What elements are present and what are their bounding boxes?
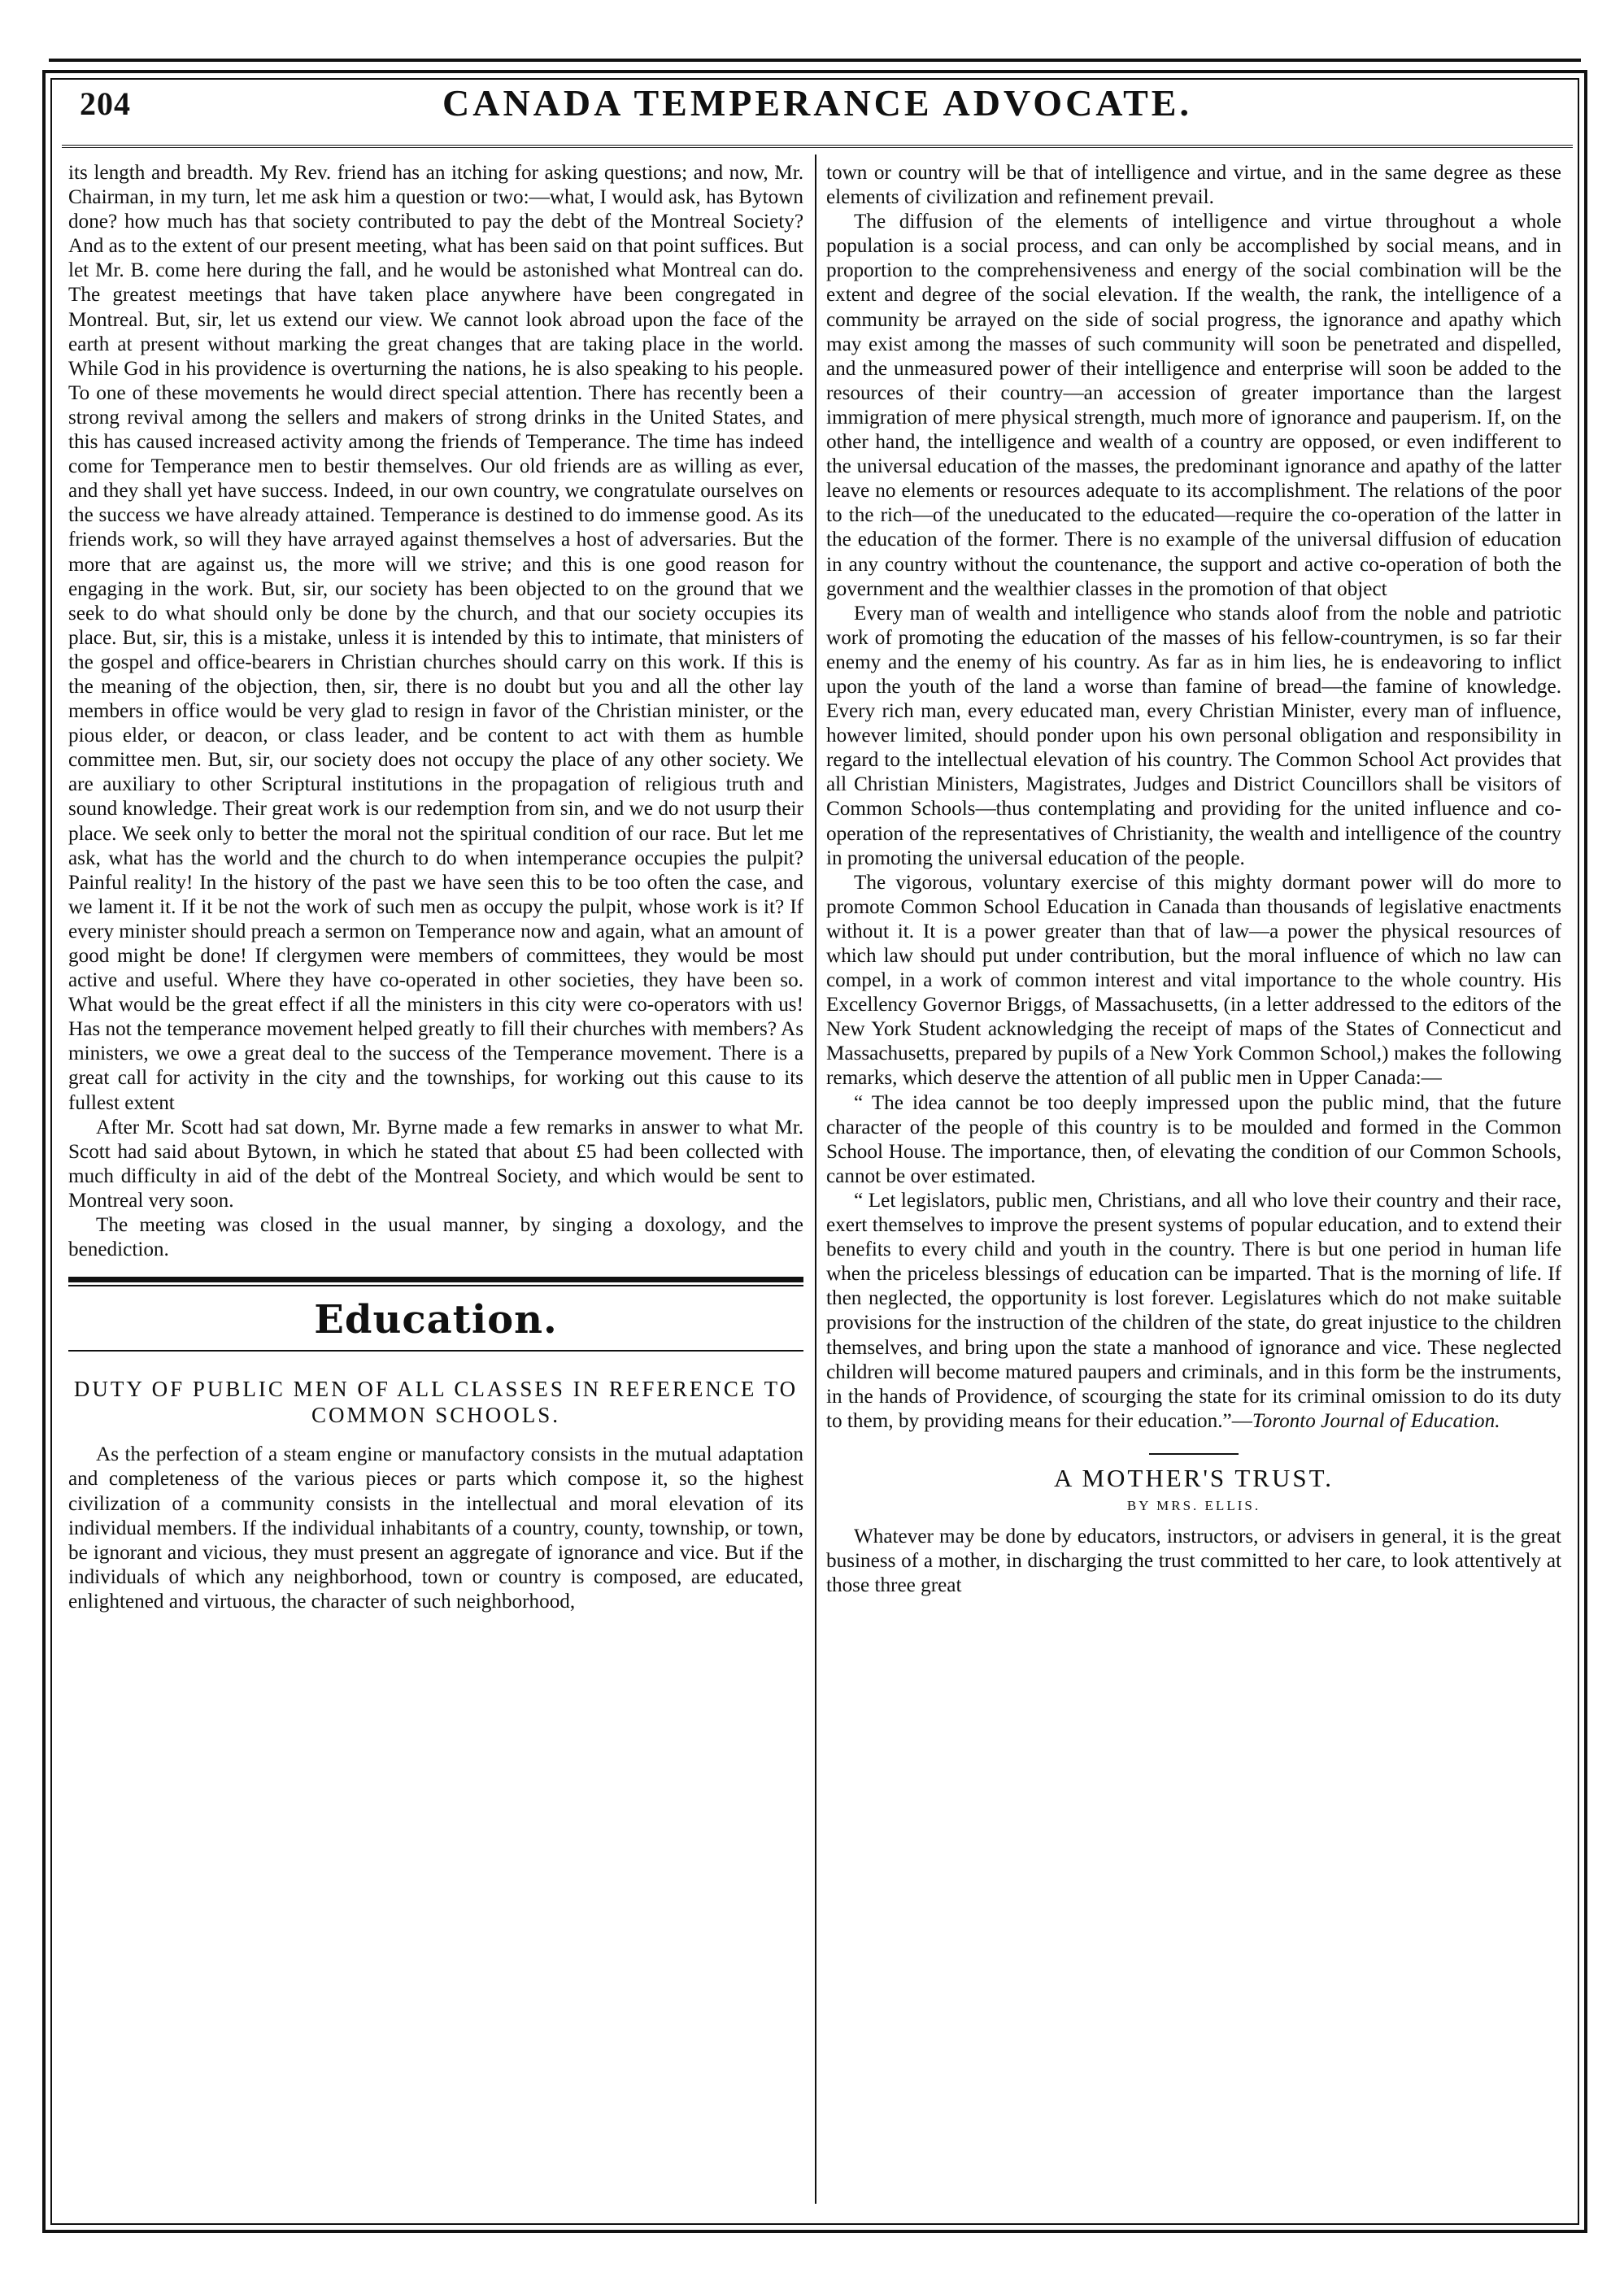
article-title: DUTY OF PUBLIC MEN OF ALL CLASSES IN REFERENCE TO COMMON SCHOOLS. xyxy=(73,1377,799,1428)
paragraph: After Mr. Scott had sat down, Mr. Byrne made a few remarks in answer to what Mr. Scott had said about Bytown, in which he stated that about £5 had been collected with much difficulty in aid of the debt of the Montreal Society, and which would be sent to Montreal very soon. xyxy=(68,1116,803,1212)
byline: BY MRS. ELLIS. xyxy=(1126,1497,1261,1513)
short-rule xyxy=(1149,1453,1239,1455)
quote-paragraph: “ The idea cannot be too deeply impressed upon the public mind, that the future character of the people of this country is to be moulded and formed in the Common School House. The importance, then, of elevating the condition of our Common Schools, cannot be over estimated. xyxy=(826,1091,1561,1187)
quote-paragraph xyxy=(826,1189,1561,1434)
paragraph: its length and breadth. My Rev. friend has an itching for asking questions; and now, Mr. Chairman, in my turn, let me ask him a question or two:—what, I would ask, has Bytown done? how much has that society contributed to pay the debt of the Montreal Society? And as to the extent of our present meeting, what has been said on that point suffices. But let Mr. B. come here during the fall, and he would be astonished what Montreal can do. The greatest meetings that have taken place anywhere have been congregated in Montreal. But, sir, let us extend our view. We cannot look abroad upon the face of the earth at present without marking the great changes that are taking place in the world. While God in his providence is overturning the nations, he is also speaking to his people. To one of these movements he would direct special attention. There has recently been a strong revival among the sellers and makers of strong drinks in the United States, and this has caused increased activity among the friends of Temperance. The time has indeed come for Temperance men to bestir themselves. Our old friends are as willing as ever, and they shall yet have success. Indeed, in our own country, we congratulate ourselves on the success we have already attained. Temperance is destined to do immense good. As its friends work, so will they have arrayed against themselves a host of adversaries. But the more that are against us, the more will we strive; and this is one good reason for engaging in the work. But, sir, our society has been objected to on the ground that we seek to do what should only be done by the church, and that our society occupies its place. But, sir, this is a mistake, unless it is intended by this to intimate, that ministers of the gospel and office-bearers in Christian churches should carry on this work. If this is the meaning of the objection, then, sir, there is no doubt but you and all the other lay members in office would be very glad to resign in favor of the Christian minister, or the pious elder, or deacon, or class leader, and be content to act with them as humble committee men. But, sir, our society does not occupy the place of any other society. We are auxiliary to other Scriptural institutions in the propagation of religious truth and sound knowledge. Their great work is our redemption from sin, and we do not usurp their place. We seek only to better the moral not the spiritual condition of our race. But let me ask, what has the world and the church to do when intemperance occupies the pulpit? Painful reality! In the history of the past we have seen this to be too often the case, and we lament it. If it be not the work of such men as occupy the pulpit, whose work is it? If every minister should preach a sermon on Temperance now and again, what an amount of good might be done! If clergymen were members of committees, they would be most active and useful. Where they have co-operated in other societies, they have been so. What would be the great effect if all the ministers in this city were co-operators with us! Has not the temperance movement helped greatly to fill their churches with members? As ministers, we owe a great deal to the success of the Temperance movement. There is a great call for activity in the city and the townships, for working out this cause to its fullest extent xyxy=(68,162,803,1114)
section-subrule xyxy=(68,1350,803,1352)
paragraph: Whatever may be done by educators, instructors, or advisers in general, it is the great business of a mother, in discharging the trust committed to her care, to look attentively at those three great xyxy=(826,1526,1561,1597)
top-rule xyxy=(49,59,1581,62)
paragraph: The meeting was closed in the usual manner, by singing a doxology, and the benediction. xyxy=(68,1214,803,1261)
paragraph: The vigorous, voluntary exercise of this mighty dormant power will do more to promote Common School Education in Canada than thousands of legislative enactments without it. It is a power greater than that of law—a power the physical resources of which law should put under contribution, but the moral influence of which no law can compel, in a work of common interest and vital importance to the whole country. His Excellency Governor Briggs, of Massachusetts, (in a letter addressed to the editors of the New York Student acknowledging the receipt of maps of the States of Connecticut and Massachusetts, prepared by pupils of a New York Common School,) makes the following remarks, which deserve the attention of all public men in Upper Canada:— xyxy=(826,871,1561,1090)
quote-source: Toronto Journal of Education. xyxy=(1252,1409,1500,1432)
left-column xyxy=(68,161,803,1614)
page-number: 204 xyxy=(80,85,131,122)
quote-text: “ Let legislators, public men, Christians, and all who love their country and their race, exert themselves to improve the present systems of popular education, and to extend their benefits to every child and youth in the country. There is but one period in human life when the priceless blessings of education can be imparted. That is the morning of life. If then neglected, the opportunity is lost forever. Legislatures which do not make suitable provisions for the instruction of the children of the state, do great injustice to the children themselves, and bring upon the state a manhood of ignorance and vice. These neglected children will become matured paupers and criminals, and in this form be the instruments, in the hands of Providence, of scourging the state for its criminal omission to do its duty to them, by providing means for their education.”— xyxy=(826,1189,1561,1432)
right-column xyxy=(826,161,1561,1598)
paragraph: town or country will be that of intelligence and virtue, and in the same degree as these elements of civilization and refinement prevail. xyxy=(826,162,1561,209)
article-title: A MOTHER'S TRUST. xyxy=(1054,1463,1334,1492)
paragraph: Every man of wealth and intelligence who stands aloof from the noble and patriotic work of promoting the education of the masses of his fellow-countrymen, is so far their enemy and the enemy of his country. As far as in him lies, he is endeavoring to inflict upon the youth of the land a worse than famine of bread—the famine of knowledge. Every rich man, every educated man, every Christian Minister, every man of influence, however limited, should ponder upon his own personal obligation and responsibility in regard to the intellectual elevation of his country. The Common School Act provides that all Christian Ministers, Magistrates, Judges and District Councillors shall be visitors of Common Schools—thus contemplating and providing for the united influence and co-operation of the representatives of Christianity, the wealth and intelligence of the country in promoting the universal education of the people. xyxy=(826,602,1561,869)
journal-title: CANADA TEMPERANCE ADVOCATE. xyxy=(442,82,1192,124)
page-header xyxy=(62,82,1573,141)
paragraph: The diffusion of the elements of intelligence and virtue throughout a whole population is a social process, and can only be accomplished by social means, and in proportion to the comprehensiveness and energy of the social combination will be the extent and degree of the social elevation. If the wealth, the rank, the intelligence of a community be arrayed on the side of social progress, the ignorance and apathy which may exist among the masses of such community will soon be penetrated and dispelled, and the unmeasured power of their intelligence and enterprise will soon be added to the resources of their country—an accession of greater importance than the largest immigration of mere physical strength, much more of ignorance and pauperism. If, on the other hand, the intelligence and wealth of a country are opposed, or even indifferent to the universal education of the masses, the predominant ignorance and apathy of the latter leave no elements or resources adequate to its accomplishment. The relations of the poor to the rich—of the uneducated to the educated—require the co-operation of the latter in the education of the former. There is no example of the universal diffusion of education in any country without the countenance, the support and active co-operation of both the government and the wealthier classes in the promotion of that object xyxy=(826,211,1561,600)
column-divider xyxy=(815,155,816,2204)
header-rule xyxy=(62,145,1573,148)
section-rule xyxy=(68,1277,803,1286)
section-heading: Education. xyxy=(314,1297,558,1343)
paragraph: As the perfection of a steam engine or manufactory consists in the mutual adaptation and completeness of the various pieces or parts which compose it, so the highest civilization of a community consists in the intellectual and moral elevation of its individual members. If the individual inhabitants of a country, county, township, or town, be ignorant and vicious, they must present an aggregate of ignorance and vice. But if the individuals of which any neighborhood, town or country is composed, are educated, enlightened and virtuous, the character of such neighborhood, xyxy=(68,1443,803,1613)
